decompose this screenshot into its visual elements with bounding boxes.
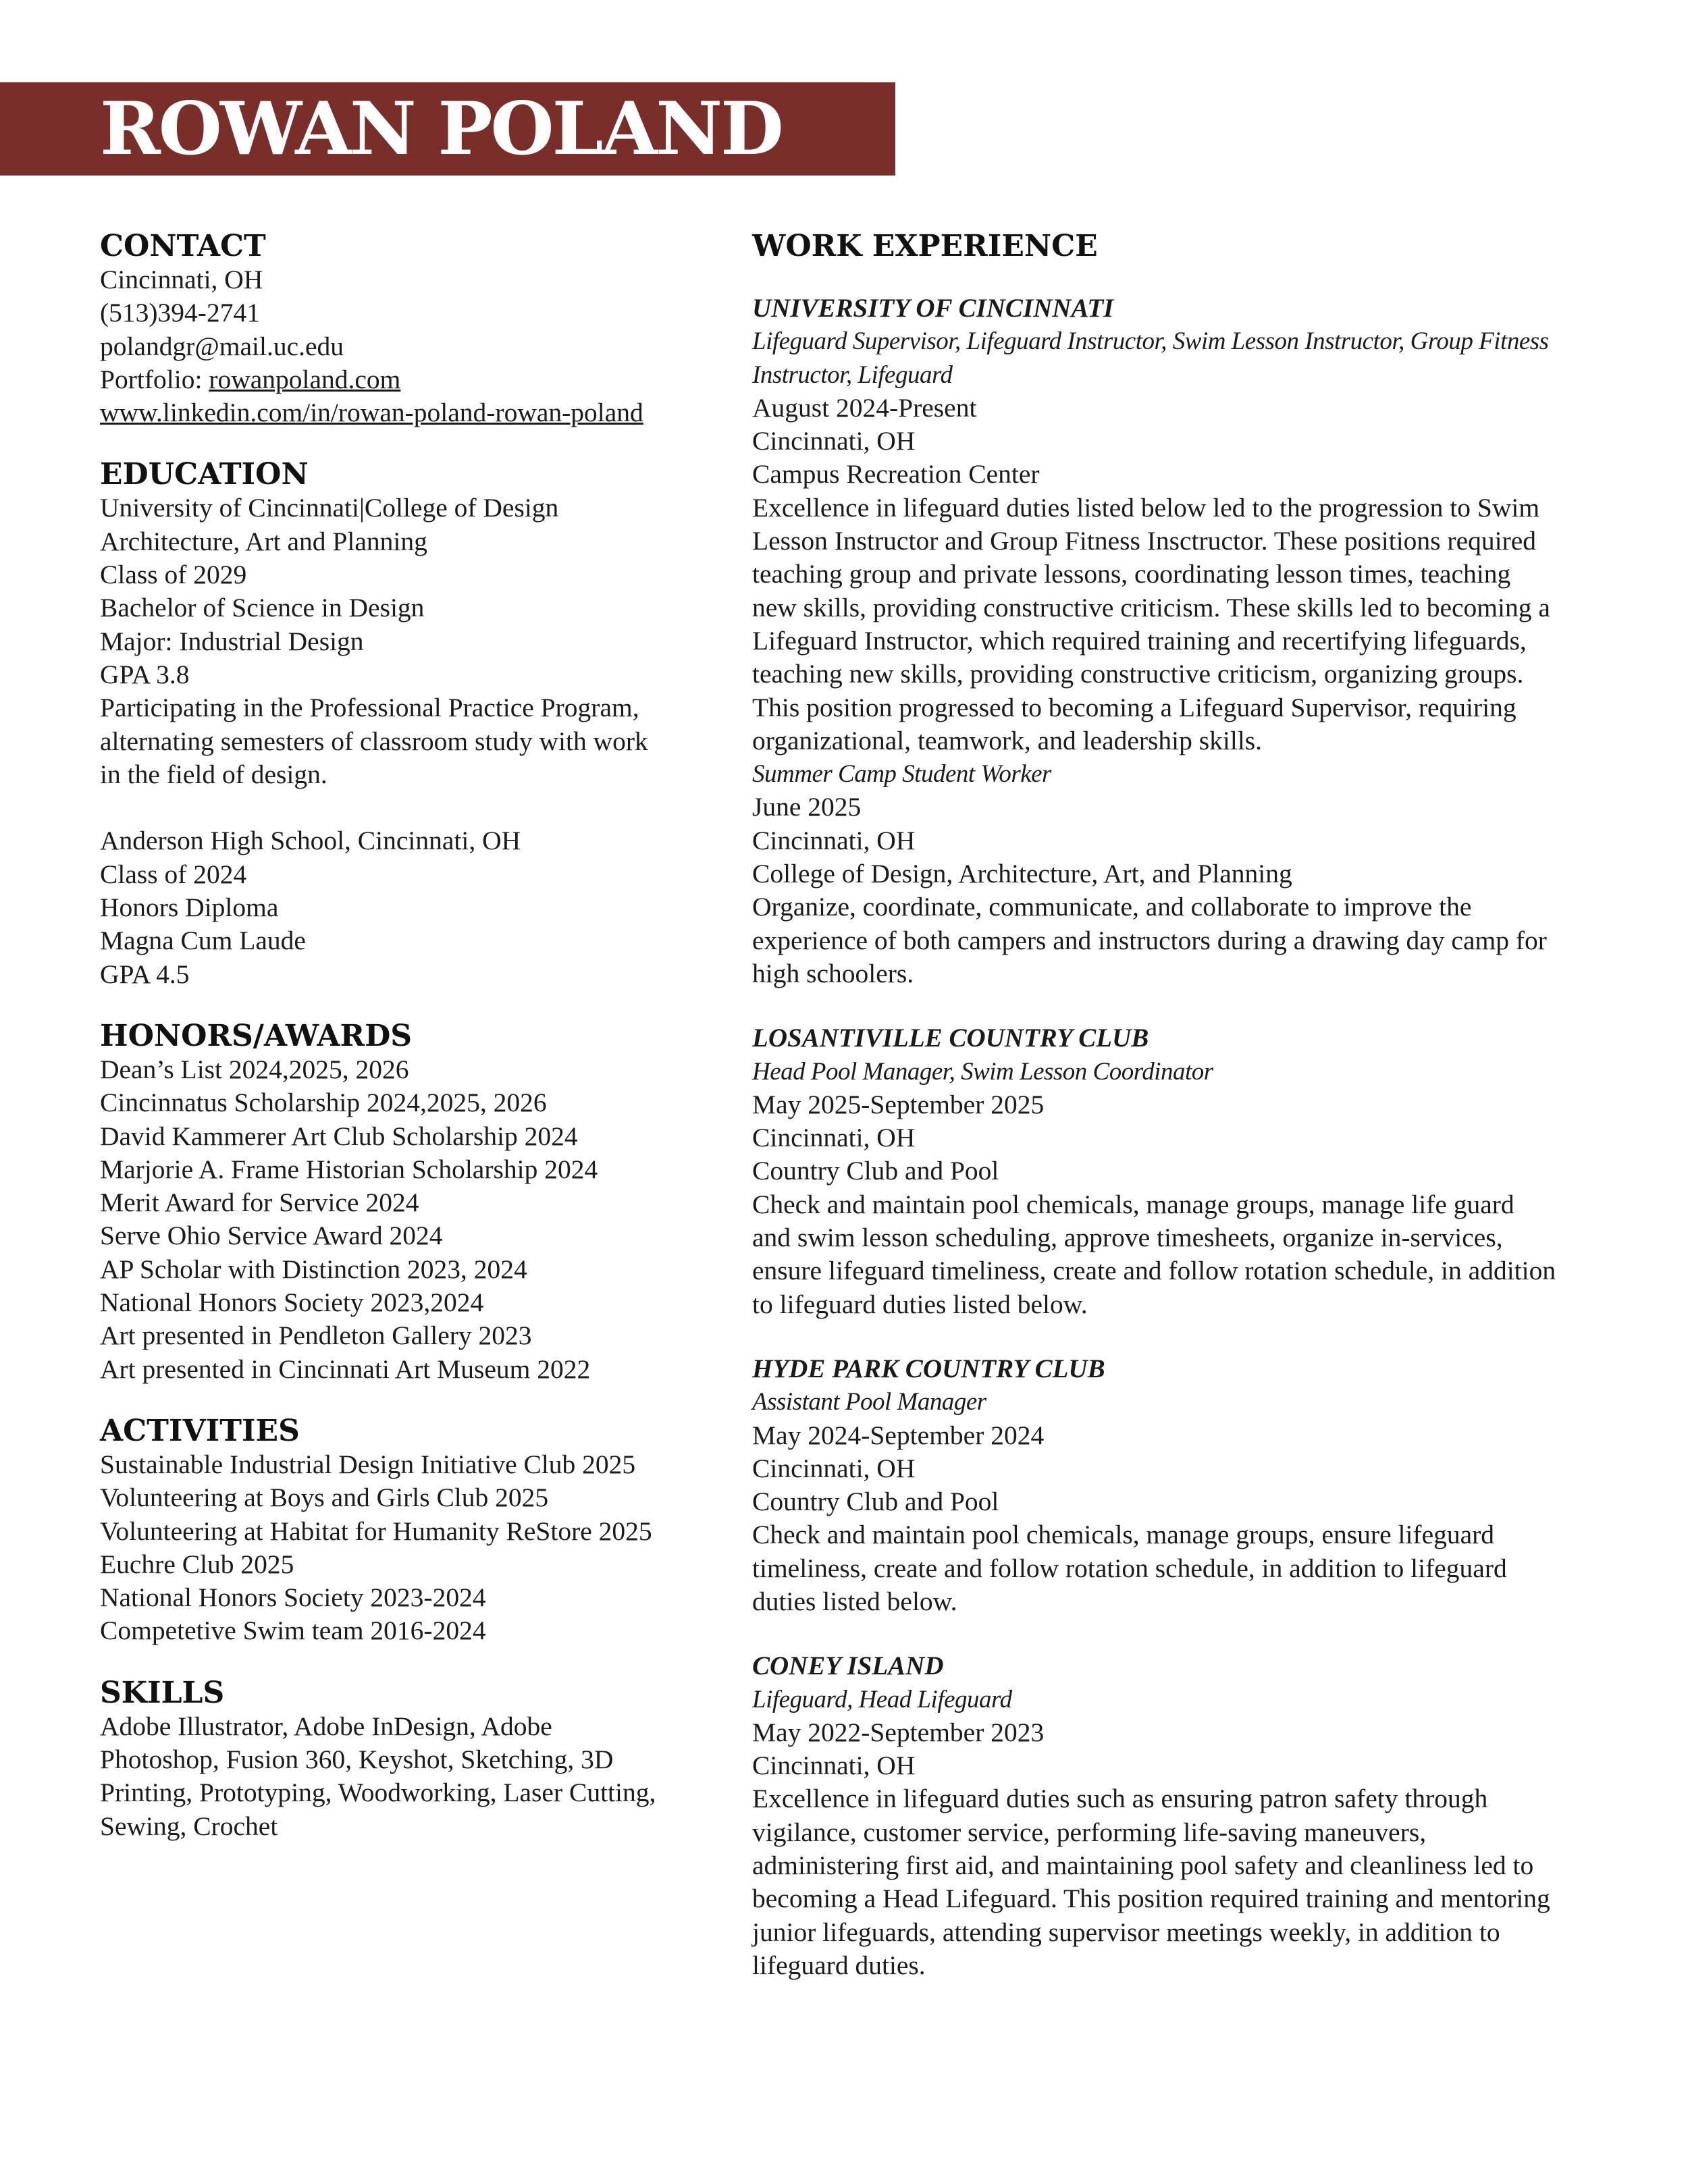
job-desc-line: Lifeguard Instructor, which required training and recertifying lifeguards, <box>752 625 1527 656</box>
job-desc-line: organizational, teamwork, and leadership skills. <box>752 725 1263 755</box>
education-line: Class of 2024 <box>100 859 247 889</box>
portfolio-link[interactable]: rowanpoland.com <box>209 364 401 394</box>
job-desc-line: timeliness, create and follow rotation schedule, in addition to lifeguard <box>752 1553 1507 1583</box>
contact-phone: (513)394-2741 <box>100 298 260 328</box>
job-desc-line: experience of both campers and instructors during a drawing day camp for <box>752 925 1547 955</box>
skills-line: Printing, Prototyping, Woodworking, Laser Cutting, <box>100 1778 656 1808</box>
job-desc-line: junior lifeguards, attending supervisor meetings weekly, in addition to <box>752 1917 1500 1947</box>
job-desc-line: Excellence in lifeguard duties listed below led to the progression to Swim <box>752 492 1540 523</box>
job-location: Cincinnati, OH <box>752 426 916 456</box>
job-company: LOSANTIVILLE COUNTRY CLUB <box>752 1023 1149 1053</box>
left-column <box>100 230 721 1843</box>
honor-item: Serve Ohio Service Award 2024 <box>100 1221 443 1251</box>
activities-heading: ACTIVITIES <box>100 1413 300 1448</box>
job-desc-line: to lifeguard duties listed below. <box>752 1289 1088 1319</box>
honor-item: Art presented in Pendleton Gallery 2023 <box>100 1321 532 1351</box>
job-location: Cincinnati, OH <box>752 1123 916 1153</box>
education-line: Magna Cum Laude <box>100 926 306 956</box>
activity-item: Sustainable Industrial Design Initiative Club 2025 <box>100 1449 636 1479</box>
job-role: Assistant Pool Manager <box>752 1388 986 1416</box>
skills-line: Adobe Illustrator, Adobe InDesign, Adobe <box>100 1711 552 1741</box>
job-company: CONEY ISLAND <box>752 1651 944 1681</box>
skills-line: Sewing, Crochet <box>100 1811 278 1841</box>
job-desc-line: duties listed below. <box>752 1586 957 1616</box>
job-date: May 2025-September 2025 <box>752 1089 1045 1119</box>
job-desc-line: Excellence in lifeguard duties such as ensuring patron safety through <box>752 1784 1488 1814</box>
job-place: Country Club and Pool <box>752 1156 999 1186</box>
job-desc-line: Organize, coordinate, communicate, and collaborate to improve the <box>752 892 1472 922</box>
education-line: Architecture, Art and Planning <box>100 526 427 556</box>
education-line: University of Cincinnati|College of Design <box>100 493 559 523</box>
job-desc-line: teaching group and private lessons, coordinating lesson times, teaching <box>752 559 1511 589</box>
activity-item: National Honors Society 2023-2024 <box>100 1582 486 1613</box>
contact-location: Cincinnati, OH <box>100 265 263 294</box>
activity-item: Competetive Swim team 2016-2024 <box>100 1616 486 1646</box>
job-desc-line: high schoolers. <box>752 958 914 988</box>
job-desc-line: becoming a Head Lifeguard. This position required training and mentoring <box>752 1884 1550 1914</box>
job-desc-line: Check and maintain pool chemicals, manage groups, manage life guard <box>752 1189 1514 1219</box>
activity-item: Volunteering at Habitat for Humanity ReStore 2025 <box>100 1516 652 1546</box>
job-role: Summer Camp Student Worker <box>752 760 1051 789</box>
job-location: Cincinnati, OH <box>752 1453 916 1483</box>
portfolio-label: Portfolio: <box>100 364 209 394</box>
honor-item: Dean’s List 2024,2025, 2026 <box>100 1054 409 1084</box>
job-date: June 2025 <box>752 792 862 822</box>
education-line: Participating in the Professional Practice Program, <box>100 693 639 723</box>
job-role: Head Pool Manager, Swim Lesson Coordinator <box>752 1057 1213 1086</box>
job-date: May 2024-September 2024 <box>752 1420 1045 1450</box>
job-place: College of Design, Architecture, Art, and Planning <box>752 859 1292 889</box>
job-desc-line: ensure lifeguard timeliness, create and follow rotation schedule, in addition <box>752 1256 1556 1286</box>
job-desc-line: This position progressed to becoming a Lifeguard Supervisor, requiring <box>752 692 1516 722</box>
job-desc-line: vigilance, customer service, performing life-saving maneuvers, <box>752 1817 1427 1847</box>
job-place: Campus Recreation Center <box>752 459 1040 489</box>
job-place: Country Club and Pool <box>752 1487 999 1517</box>
education-line: Bachelor of Science in Design <box>100 593 425 623</box>
right-column <box>752 230 1623 1982</box>
job-desc-line: administering first aid, and maintaining pool safety and cleanliness led to <box>752 1850 1534 1881</box>
job-desc-line: lifeguard duties. <box>752 1950 926 1980</box>
job-desc-line: Lesson Instructor and Group Fitness Insctructor. These positions required <box>752 526 1537 556</box>
honor-item: Art presented in Cincinnati Art Museum 2022 <box>100 1354 591 1384</box>
job-location: Cincinnati, OH <box>752 825 916 855</box>
honor-item: David Kammerer Art Club Scholarship 2024 <box>100 1121 578 1151</box>
contact-portfolio <box>100 363 721 396</box>
linkedin-link[interactable]: www.linkedin.com/in/rowan-poland-rowan-poland <box>100 398 643 428</box>
education-line: GPA 4.5 <box>100 959 190 989</box>
job-company: UNIVERSITY OF CINCINNATI <box>752 294 1114 323</box>
skills-heading: SKILLS <box>100 1675 225 1710</box>
activity-item: Volunteering at Boys and Girls Club 2025 <box>100 1483 549 1513</box>
honor-item: AP Scholar with Distinction 2023, 2024 <box>100 1254 527 1284</box>
honor-item: Cincinnatus Scholarship 2024,2025, 2026 <box>100 1088 547 1118</box>
job-role: Instructor, Lifeguard <box>752 361 953 389</box>
job-date: May 2022-September 2023 <box>752 1717 1045 1747</box>
honor-item: Merit Award for Service 2024 <box>100 1188 419 1218</box>
education-line: GPA 3.8 <box>100 659 190 689</box>
education-line: alternating semesters of classroom study with work <box>100 726 648 756</box>
honor-item: Marjorie A. Frame Historian Scholarship 2024 <box>100 1154 598 1184</box>
job-desc-line: Check and maintain pool chemicals, manage groups, ensure lifeguard <box>752 1520 1495 1550</box>
honor-item: National Honors Society 2023,2024 <box>100 1287 484 1318</box>
skills-line: Photoshop, Fusion 360, Keyshot, Sketching, 3D <box>100 1744 614 1774</box>
education-line: Class of 2029 <box>100 560 247 590</box>
work-heading: WORK EXPERIENCE <box>752 229 1098 263</box>
contact-heading: CONTACT <box>100 229 266 263</box>
education-line: Honors Diploma <box>100 893 279 923</box>
job-desc-line: new skills, providing constructive criticism. These skills led to becoming a <box>752 592 1550 622</box>
activity-item: Euchre Club 2025 <box>100 1549 294 1579</box>
education-line: in the field of design. <box>100 759 327 789</box>
education-line: Major: Industrial Design <box>100 626 364 656</box>
education-line: Anderson High School, Cincinnati, OH <box>100 826 521 856</box>
honors-heading: HONORS/AWARDS <box>100 1018 413 1053</box>
job-company: HYDE PARK COUNTRY CLUB <box>752 1354 1105 1383</box>
job-role: Lifeguard Supervisor, Lifeguard Instructor, Swim Lesson Instructor, Group Fitness <box>752 327 1549 356</box>
job-desc-line: and swim lesson scheduling, approve timesheets, organize in-services, <box>752 1223 1503 1253</box>
education-heading: EDUCATION <box>100 457 309 492</box>
job-desc-line: teaching new skills, providing constructive criticism, organizing groups. <box>752 659 1524 689</box>
contact-email: polandgr@mail.uc.edu <box>100 331 344 361</box>
job-role: Lifeguard, Head Lifeguard <box>752 1685 1012 1713</box>
job-date: August 2024-Present <box>752 392 977 423</box>
job-location: Cincinnati, OH <box>752 1751 916 1781</box>
name-title: ROWAN POLAND <box>100 86 782 171</box>
